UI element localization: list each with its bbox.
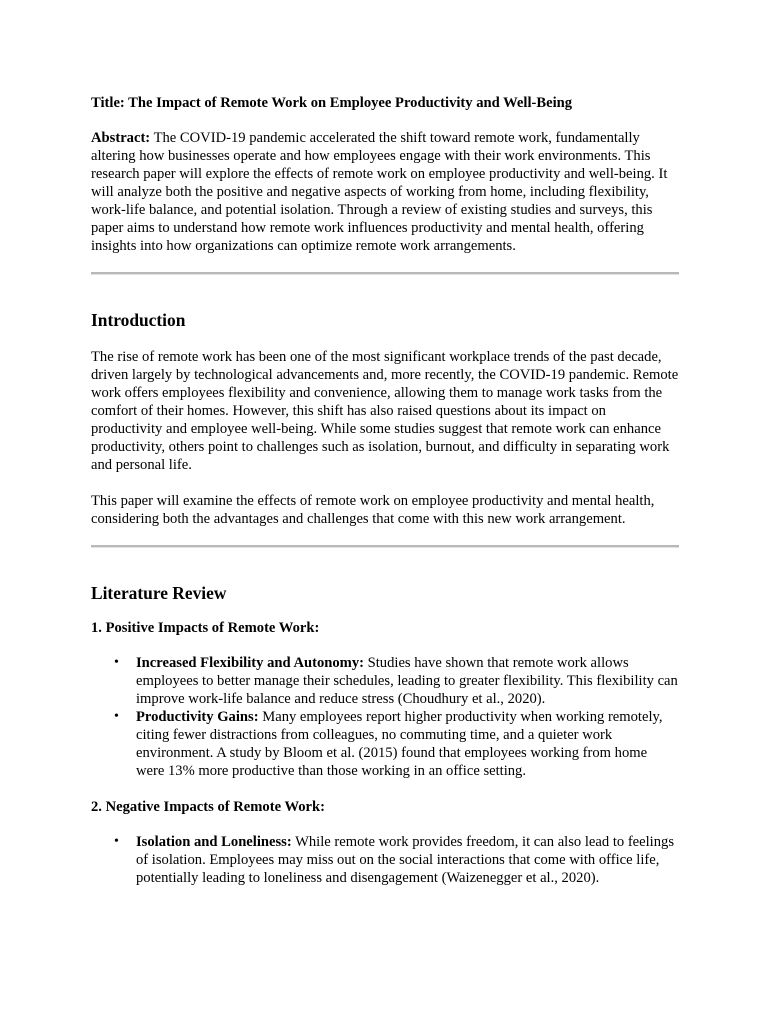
list-item-text: Many employees report higher productivity when working remotely, citing fewer distractions from colleagues, no commuting time, and a quieter work environment. A study by Bloom et al. (2015) found that employees working from home were 13% more productive than those working in an office setting.	[136, 709, 663, 779]
list-item	[91, 708, 679, 780]
section-divider	[91, 272, 679, 275]
list-item-term: Productivity Gains:	[136, 709, 259, 725]
introduction-paragraph-1: The rise of remote work has been one of the most significant workplace trends of the past decade, driven largely by technological advancements and, more recently, the COVID-19 pandemic. Remote work offers employees flexibility and convenience, allowing them to manage work tasks from the comfort of their homes. However, this shift has also raised questions about its impact on productivity and employee well-being. While some studies suggest that remote work can enhance productivity, others point to challenges such as isolation, burnout, and difficulty in separating work and personal life.	[91, 349, 679, 473]
section-divider	[91, 545, 679, 548]
positive-impacts-heading: 1. Positive Impacts of Remote Work:	[91, 620, 320, 636]
literature-review-heading: Literature Review	[91, 583, 227, 603]
positive-impacts-list	[91, 654, 679, 780]
title-label: Title:	[91, 95, 125, 111]
bullet-icon: •	[114, 655, 119, 670]
list-item-text: While remote work provides freedom, it can also lead to feelings of isolation. Employees may miss out on the social interactions that come with office life, potentially leading to loneliness and disengagement (Waizenegger et al., 2020).	[136, 834, 675, 886]
bullet-icon: •	[114, 709, 119, 724]
negative-impacts-heading: 2. Negative Impacts of Remote Work:	[91, 799, 325, 815]
negative-impacts-list	[91, 833, 679, 887]
introduction-heading: Introduction	[91, 310, 186, 330]
abstract-label: Abstract:	[91, 130, 151, 146]
list-item-term: Isolation and Loneliness:	[136, 834, 292, 850]
document-body	[91, 94, 679, 887]
list-item-text: Studies have shown that remote work allows employees to better manage their schedules, leading to greater flexibility. This flexibility can improve work-life balance and reduce stress (Choudhury et al., 2020).	[136, 655, 678, 707]
list-item	[91, 654, 679, 708]
document-title	[91, 94, 679, 112]
list-item	[91, 833, 679, 887]
abstract-paragraph	[91, 129, 679, 255]
title-text: The Impact of Remote Work on Employee Productivity and Well-Being	[128, 95, 573, 111]
list-item-term: Increased Flexibility and Autonomy:	[136, 655, 364, 671]
abstract-text: The COVID-19 pandemic accelerated the shift toward remote work, fundamentally altering how businesses operate and how employees engage with their work environments. This research paper will explore the effects of remote work on employee productivity and well-being. It will analyze both the positive and negative aspects of working from home, including flexibility, work-life balance, and potential isolation. Through a review of existing studies and surveys, this paper aims to understand how remote work influences productivity and mental health, offering insights into how organizations can optimize remote work arrangements.	[91, 130, 668, 254]
introduction-paragraph-2: This paper will examine the effects of remote work on employee productivity and mental health, considering both the advantages and challenges that come with this new work arrangement.	[91, 493, 655, 527]
bullet-icon: •	[114, 834, 119, 849]
